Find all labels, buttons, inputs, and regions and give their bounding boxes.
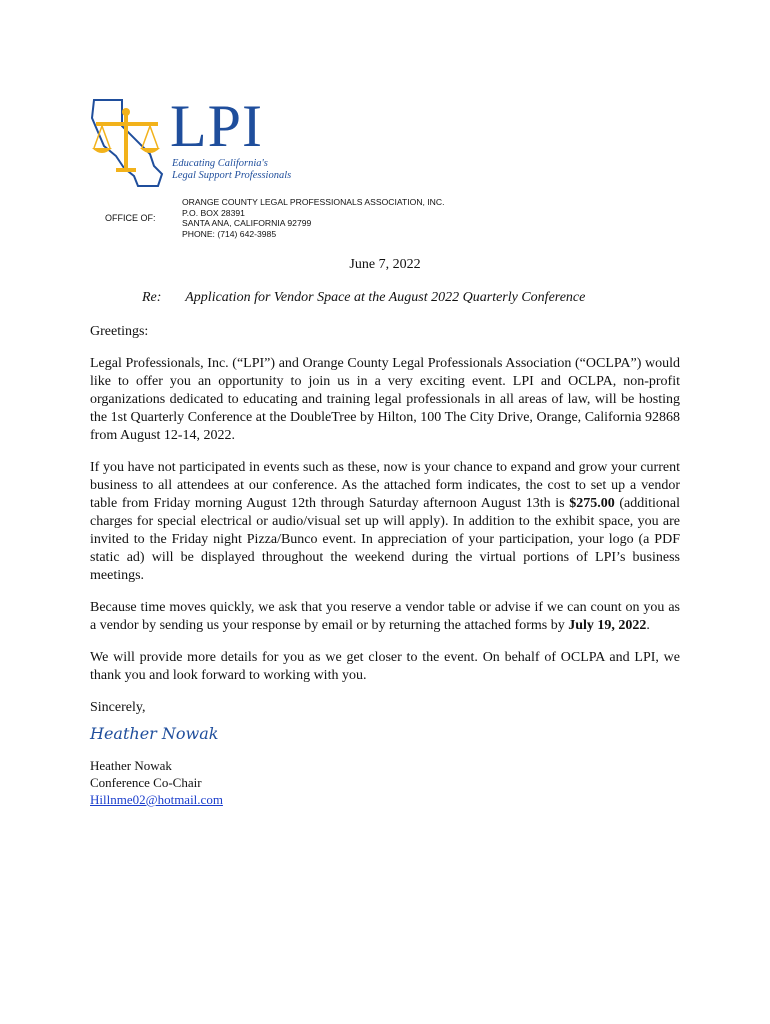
- greeting: Greetings:: [90, 324, 149, 339]
- po-box: P.O. BOX 28391: [182, 207, 245, 218]
- re-text: Application for Vendor Space at the August 2022 Quarterly Conference: [185, 290, 586, 305]
- paragraph-2: [90, 459, 680, 585]
- tagline-line-2: Legal Support Professionals: [172, 170, 292, 181]
- paragraph-2-part-a: If you have not participated in events such as these, now is your chance to expand and grow your current business to all attendees at our conference. As the attached form indicates, the cost to set up a vendor table from Friday morning August 12th through Saturday afternoon August 13th is: [90, 460, 680, 511]
- signature: Heather Nowak: [90, 724, 219, 743]
- org-name: ORANGE COUNTY LEGAL PROFESSIONALS ASSOCIATION, INC.: [182, 197, 445, 207]
- office-label: OFFICE OF:: [105, 213, 156, 223]
- sign-off: Sincerely,: [90, 700, 146, 715]
- paragraph-3: [90, 599, 680, 635]
- tagline-line-1: Educating California's: [172, 158, 268, 169]
- office-address: [182, 197, 445, 239]
- letter-date: June 7, 2022: [349, 257, 421, 272]
- deadline-date: July 19, 2022: [568, 618, 647, 633]
- signer-email-link[interactable]: Hillnme02@hotmail.com: [90, 792, 223, 807]
- logo-tagline: [172, 158, 291, 182]
- paragraph-2-part-b: (additional charges for special electrical or audio/visual set up will apply). In addition to the exhibit space, you are invited to the Friday night Pizza/Bunco event. In appreciation of your participation, your logo (a PDF static ad) will be displayed throughout the weekend during the virtual portions of LPI’s business meetings.: [90, 496, 680, 583]
- re-label: Re:: [142, 290, 162, 305]
- california-scales-icon: [88, 96, 168, 190]
- paragraph-1: Legal Professionals, Inc. (“LPI”) and Orange County Legal Professionals Association (“OCLPA”) would like to offer you an opportunity to join us in a very exciting event. LPI and OCLPA, non-profit organizations dedicated to educating and training legal professionals in all areas of law, will be hosting the 1st Quarterly Conference at the DoubleTree by Hilton, 100 The City Drive, Orange, California 92868 from August 12-14, 2022.: [90, 356, 680, 443]
- signer-name: Heather Nowak: [90, 758, 172, 773]
- paragraph-3-part-b: .: [646, 618, 650, 633]
- paragraph-3-part-a: Because time moves quickly, we ask that you reserve a vendor table or advise if we can count on you as a vendor by sending us your response by email or by returning the attached forms by: [90, 600, 680, 633]
- lpi-logo: [88, 93, 298, 190]
- signer-title: Conference Co-Chair: [90, 775, 202, 790]
- phone-line: PHONE: (714) 642-3985: [182, 228, 277, 239]
- subject-line: [142, 290, 585, 306]
- city-line: SANTA ANA, CALIFORNIA 92799: [182, 218, 312, 228]
- vendor-price: $275.00: [569, 496, 615, 511]
- lpi-wordmark: LPI: [170, 93, 263, 159]
- signature-block: [90, 757, 680, 808]
- letter-body: [90, 323, 680, 808]
- paragraph-4: We will provide more details for you as we get closer to the event. On behalf of OCLPA and LPI, we thank you and look forward to working with you.: [90, 650, 680, 683]
